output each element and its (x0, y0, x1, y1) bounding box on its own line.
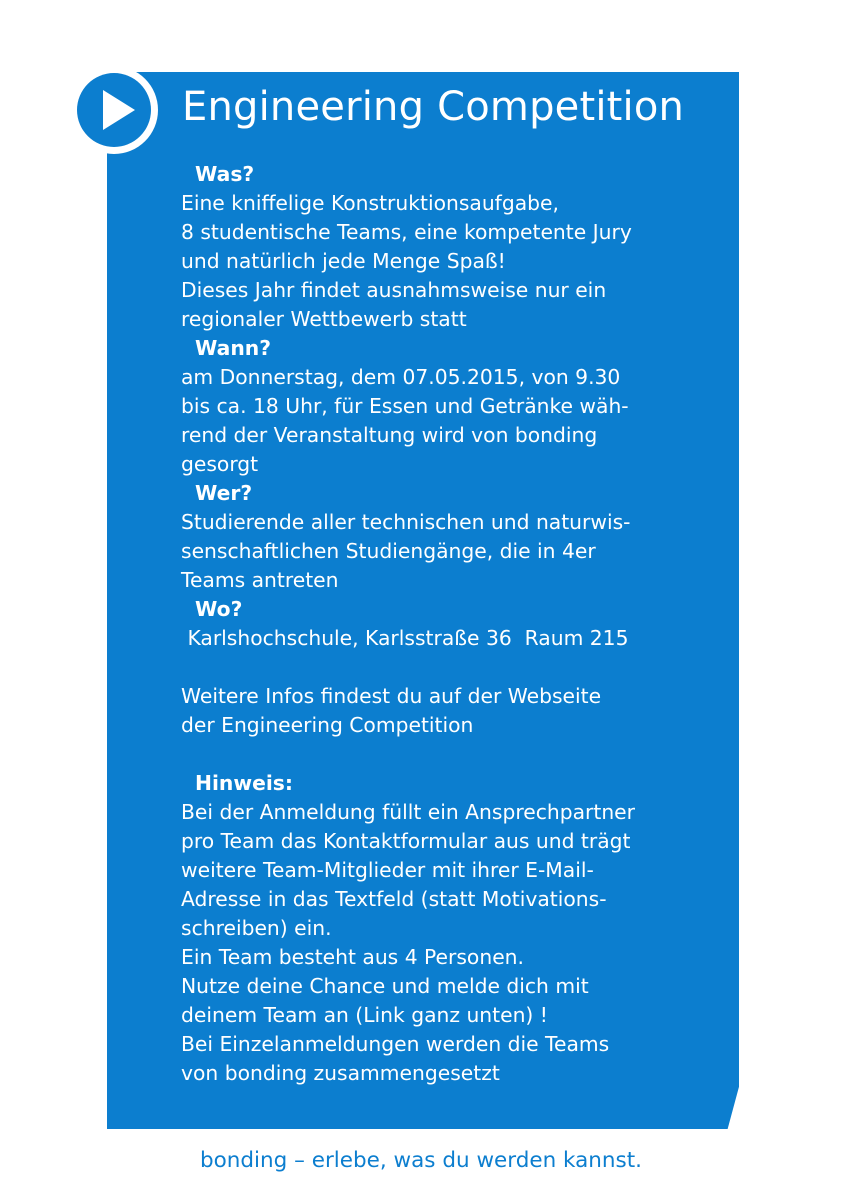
section-heading-was: Was? (195, 162, 255, 186)
text-line: pro Team das Kontaktformular aus und trägt (181, 829, 631, 853)
spacer (181, 653, 726, 682)
footer-slogan (0, 1148, 846, 1173)
text-line: Bei der Anmeldung füllt ein Ansprechpartner (181, 800, 635, 824)
text-line: 8 studentische Teams, eine kompetente Jury (181, 220, 632, 244)
text-line: Eine kniffelige Konstruktionsaufgabe, (181, 191, 559, 215)
text-line: senschaftlichen Studiengänge, die in 4er (181, 539, 596, 563)
info-line: Weitere Infos findest du auf der Webseite (181, 684, 602, 708)
text-line: Adresse in das Textfeld (statt Motivations- (181, 887, 607, 911)
text-line: deinem Team an (Link ganz unten) ! (181, 1003, 548, 1027)
section-heading-hinweis: Hinweis: (195, 771, 293, 795)
text-line: Nutze deine Chance und melde dich mit (181, 974, 589, 998)
content-body (181, 160, 726, 1088)
section-heading-wann: Wann? (195, 336, 271, 360)
text-line: regionaler Wettbewerb statt (181, 307, 467, 331)
section-heading-wo: Wo? (195, 597, 243, 621)
text-line: gesorgt (181, 452, 259, 476)
text-line: Teams antreten (181, 568, 339, 592)
text-line: Studierende aller technischen und naturwis- (181, 510, 631, 534)
location-line: Karlshochschule, Karlsstraße 36 Raum 215 (181, 626, 629, 650)
text-line: von bonding zusammengesetzt (181, 1061, 500, 1085)
text-line: Ein Team besteht aus 4 Personen. (181, 945, 524, 969)
text-line: Dieses Jahr findet ausnahmsweise nur ein (181, 278, 607, 302)
footer-text: bonding – erlebe, was du werden kannst. (199, 1148, 643, 1173)
text-line: Bei Einzelanmeldungen werden die Teams (181, 1032, 610, 1056)
text-line: und natürlich jede Menge Spaß! (181, 249, 506, 273)
info-line: der Engineering Competition (181, 713, 474, 737)
text-line: rend der Veranstaltung wird von bonding (181, 423, 598, 447)
text-line: schreiben) ein. (181, 916, 332, 940)
section-heading-wer: Wer? (195, 481, 253, 505)
page-title: Engineering Competition (182, 84, 685, 130)
play-circle-icon (70, 66, 158, 154)
text-line: bis ca. 18 Uhr, für Essen und Getränke wäh- (181, 394, 629, 418)
spacer (181, 740, 726, 769)
text-line: am Donnerstag, dem 07.05.2015, von 9.30 (181, 365, 621, 389)
text-line: weitere Team-Mitglieder mit ihrer E-Mail- (181, 858, 594, 882)
